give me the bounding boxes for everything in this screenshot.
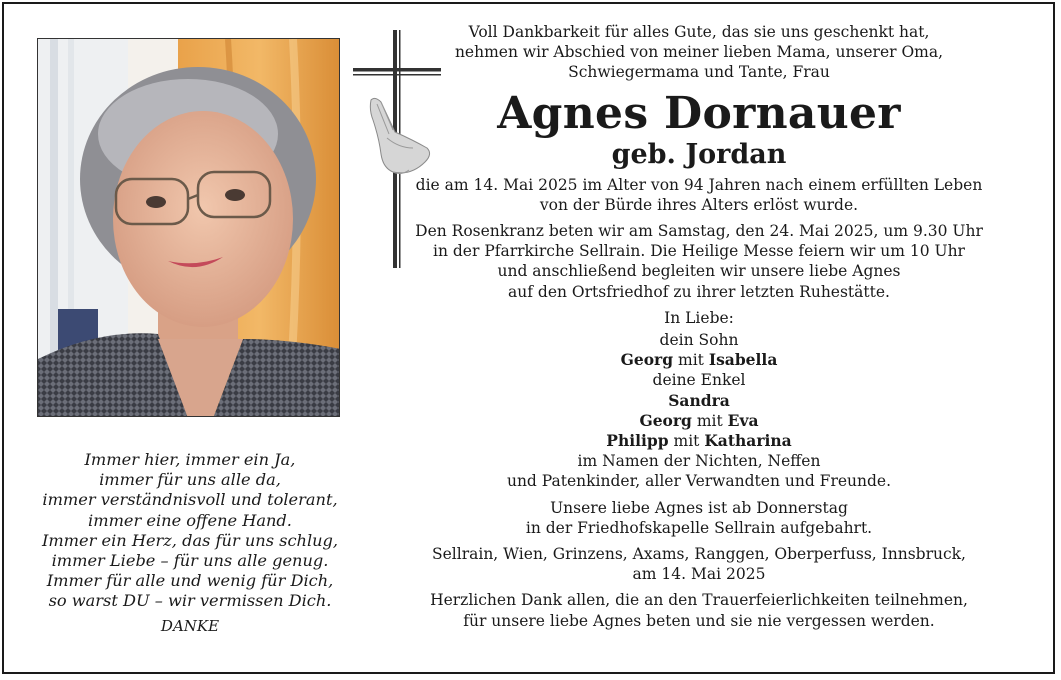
service-line: und anschließend begleiten wir unsere liebe Agnes [497, 262, 901, 281]
with-word: mit [696, 411, 723, 430]
mourners-heading: In Liebe: [664, 308, 734, 327]
son-label: dein Sohn [659, 331, 739, 350]
poem-line: immer Liebe – für uns alle genug. [51, 551, 329, 571]
others-line: und Patenkinder, aller Verwandten und Freunde. [506, 472, 892, 491]
with-word: mit [678, 351, 704, 370]
poem-line: so warst DU – wir vermissen Dich. [48, 591, 332, 611]
notice-body [395, 22, 1003, 631]
death-notice-line: die am 14. Mai 2025 im Alter von 94 Jahren nach einem erfüllten Leben [415, 175, 983, 194]
intro-line: Voll Dankbarkeit für alles Gute, das sie uns geschenkt hat, [468, 23, 930, 41]
son-name: Georg [620, 350, 674, 370]
poem-line: immer eine offene Hand. [88, 510, 292, 530]
grandchildren-label: deine Enkel [652, 371, 746, 390]
viewing-line: in der Friedhofskapelle Sellrain aufgebahrt. [525, 518, 873, 537]
poem-line: immer verständnisvoll und tolerant, [42, 490, 338, 510]
grandchild-name: Sandra [668, 390, 730, 410]
deceased-name: Agnes Dornauer [497, 87, 901, 139]
thanks-line: für unsere liebe Agnes beten und sie nie vergessen werden. [463, 611, 935, 630]
intro-line: nehmen wir Abschied von meiner lieben Mama, unserer Oma, [454, 43, 944, 62]
grandchild-name: Philipp [606, 431, 669, 451]
son-partner-name: Isabella [708, 350, 778, 370]
memorial-poem [20, 450, 360, 636]
poem-line: Immer hier, immer ein Ja, [84, 450, 296, 469]
thanks-line: Herzlichen Dank allen, die an den Trauerfeierlichkeiten teilnehmen, [430, 591, 968, 610]
poem-signoff: DANKE [160, 616, 220, 635]
service-line: auf den Ortsfriedhof zu ihrer letzten Ruhestätte. [508, 282, 890, 301]
grandchild-line [395, 391, 1003, 411]
place-date-line: am 14. Mai 2025 [632, 565, 766, 584]
place-date-line: Sellrain, Wien, Grinzens, Axams, Ranggen, Oberperfuss, Innsbruck, [432, 545, 966, 564]
grandchild-line [395, 431, 1003, 451]
poem-line: Immer für alle und wenig für Dich, [46, 571, 334, 591]
poem-line: Immer ein Herz, das für uns schlug, [41, 530, 339, 550]
viewing-line: Unsere liebe Agnes ist ab Donnerstag [550, 498, 848, 517]
service-line: Den Rosenkranz beten wir am Samstag, den 24. Mai 2025, um 9.30 Uhr [415, 222, 983, 241]
grandchild-partner-name: Katharina [704, 431, 792, 451]
poem-line: immer für uns alle da, [99, 470, 281, 490]
death-notice-line: von der Bürde ihres Alters erlöst wurde. [539, 195, 859, 214]
others-line: im Namen der Nichten, Neffen [577, 452, 821, 471]
grandchild-partner-name: Eva [727, 410, 759, 430]
with-word: mit [673, 432, 700, 451]
maiden-name: geb. Jordan [611, 138, 787, 170]
grandchild-name: Georg [639, 410, 692, 430]
portrait-photo [37, 38, 340, 417]
grandchild-line [395, 411, 1003, 431]
service-line: in der Pfarrkirche Sellrain. Die Heilige Messe feiern wir um 10 Uhr [433, 242, 965, 261]
intro-line: Schwiegermama und Tante, Frau [568, 63, 830, 82]
son-line [395, 350, 1003, 370]
